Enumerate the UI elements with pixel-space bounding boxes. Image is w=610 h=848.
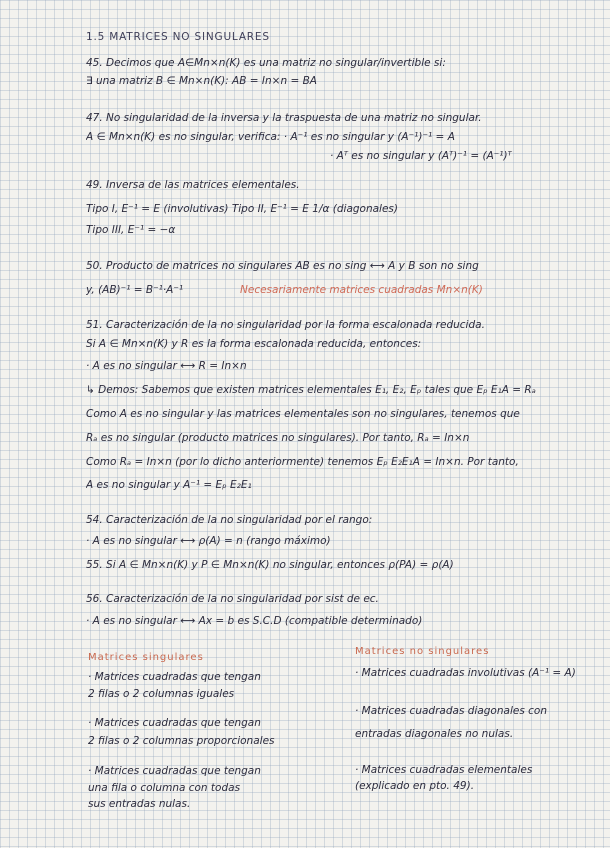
item-45: 45. Decimos que A∈Mn×n(K) es una matriz no singular/invertible si: xyxy=(86,57,446,69)
item-51-line2: · A es no singular ⟷ R = In×n xyxy=(86,360,247,372)
item-49: 49. Inversa de las matrices elementales. xyxy=(86,179,300,191)
item-45-def: ∃ una matriz B ∈ Mn×n(K): AB = In×n = BA xyxy=(86,75,317,87)
item-54-line1: · A es no singular ⟷ ρ(A) = n (rango máximo) xyxy=(86,535,331,547)
item-51: 51. Caracterización de la no singularidad por la forma escalonada reducida. xyxy=(86,319,485,331)
singular-line-4: 2 filas o 2 columnas proporcionales xyxy=(88,735,275,747)
nonsingular-line-4: · Matrices cuadradas elementales xyxy=(355,764,533,776)
singular-column-title: Matrices singulares xyxy=(88,652,204,663)
item-47-line2: · Aᵀ es no singular y (Aᵀ)⁻¹ = (A⁻¹)ᵀ xyxy=(330,150,512,162)
item-54: 54. Caracterización de la no singularidad por el rango: xyxy=(86,514,373,526)
item-47: 47. No singularidad de la inversa y la traspuesta de una matriz no singular. xyxy=(86,112,482,124)
item-55: 55. Si A ∈ Mn×n(K) y P ∈ Mn×n(K) no singular, entonces ρ(PA) = ρ(A) xyxy=(86,559,454,571)
item-49-type3: Tipo III, E⁻¹ = −α xyxy=(86,224,176,236)
nonsingular-line-1: · Matrices cuadradas involutivas (A⁻¹ = A) xyxy=(355,667,576,679)
nonsingular-line-2: · Matrices cuadradas diagonales con xyxy=(355,705,547,717)
item-51-proof5: A es no singular y A⁻¹ = Eₚ E₂E₁ xyxy=(86,479,252,491)
page-title: 1.5 MATRICES NO SINGULARES xyxy=(86,31,270,43)
item-47-line1: A ∈ Mn×n(K) es no singular, verifica: · A⁻¹ es no singular y (A⁻¹)⁻¹ = A xyxy=(86,131,455,143)
singular-line-3: · Matrices cuadradas que tengan xyxy=(88,717,261,729)
item-56-line1: · A es no singular ⟷ Ax = b es S.C.D (compatible determinado) xyxy=(86,615,423,627)
item-56: 56. Caracterización de la no singularidad por sist de ec. xyxy=(86,593,379,605)
item-49-types: Tipo I, E⁻¹ = E (involutivas) Tipo II, E⁻¹ = E 1/α (diagonales) xyxy=(86,203,398,215)
singular-line-5: · Matrices cuadradas que tengan xyxy=(88,765,261,777)
item-51-line1: Si A ∈ Mn×n(K) y R es la forma escalonada reducida, entonces: xyxy=(86,338,422,350)
item-51-proof1: ↳ Demos: Sabemos que existen matrices elementales E₁, E₂, Eₚ tales que Eₚ E₁A = Rₐ xyxy=(86,384,536,396)
item-50-product: y, (AB)⁻¹ = B⁻¹·A⁻¹ xyxy=(86,284,184,296)
item-50-note: Necesariamente matrices cuadradas Mn×n(K) xyxy=(240,284,483,296)
singular-line-6: una fila o columna con todas xyxy=(88,782,241,794)
singular-line-2: 2 filas o 2 columnas iguales xyxy=(88,688,235,700)
item-51-proof2: Como A es no singular y las matrices elementales son no singulares, tenemos que xyxy=(86,408,520,420)
item-50: 50. Producto de matrices no singulares AB es no sing ⟷ A y B son no sing xyxy=(86,260,479,272)
singular-line-7: sus entradas nulas. xyxy=(88,798,191,810)
nonsingular-line-5: (explicado en pto. 49). xyxy=(355,780,475,792)
item-51-proof3: Rₐ es no singular (producto matrices no singulares). Por tanto, Rₐ = In×n xyxy=(86,432,470,444)
nonsingular-line-3: entradas diagonales no nulas. xyxy=(355,728,514,740)
nonsingular-column-title: Matrices no singulares xyxy=(355,646,490,657)
singular-line-1: · Matrices cuadradas que tengan xyxy=(88,671,261,683)
item-51-proof4: Como Rₐ = In×n (por lo dicho anteriormente) tenemos Eₚ E₂E₁A = In×n. Por tanto, xyxy=(86,456,519,468)
